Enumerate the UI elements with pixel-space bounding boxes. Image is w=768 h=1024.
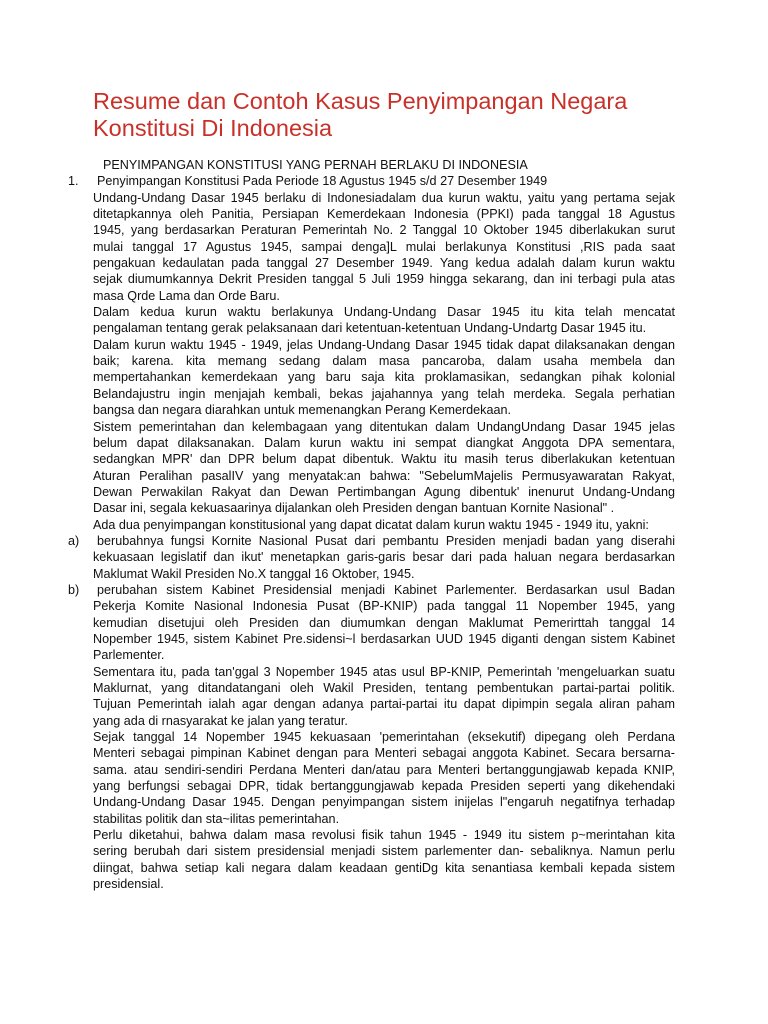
list-item-line: kemudian disetujui oleh Presiden dan diumumkan dengan Maklumat Pemerirttah tanggal 14 bbox=[93, 615, 675, 630]
paragraph-3 bbox=[0, 337, 768, 419]
paragraph-line: Aturan Peralihan pasalIV yang menyatak:an bahwa: "SebelumMajelis Permusyawaratan Rakyat, bbox=[93, 468, 675, 483]
paragraph-line: stabilitas politik dan sta~ilitas pemerintahan. bbox=[93, 811, 340, 826]
paragraph-line: Dewan Perwakilan Rakyat dan Dewan Pertimbangan Agung dibentuk' inenurut Undang-Undang bbox=[93, 484, 675, 499]
paragraph-line: sering berubah dari sistem presidensial menjadi sistem parlementer dan- sebaliknya. Namun perlu bbox=[93, 844, 675, 859]
paragraph-line: Undang-Undang Dasar 1945 berlaku di Indonesiadalam dua kurun waktu, yaitu yang pertama sejak bbox=[93, 190, 675, 205]
paragraph-line: mulai tanggal 17 Agustus 1945, sampai denga]L mulai berlakunya Konstitusi ,RIS pada saat bbox=[93, 239, 675, 254]
list-item-line: berubahnya fungsi Kornite Nasional Pusat dari pembantu Presiden menjadi badan yang diserahi bbox=[97, 533, 675, 548]
section-1-marker: 1. bbox=[68, 174, 79, 189]
paragraph-line: diingat, bahwa setiap kali negara dalam keadaan gentiDg kita senantiasa kembali kepada sistem bbox=[93, 860, 675, 875]
paragraph-line: Tujuan Pemerintah ialah agar dengan adanya partai-partai itu dapat dipimpin segala aliran paham bbox=[93, 697, 675, 712]
paragraph-line: baik; karena. kita memang sedang dalam masa pancaroba, dalam usaha membela dan bbox=[93, 354, 675, 369]
section-1-title: Penyimpangan Konstitusi Pada Periode 18 Agustus 1945 s/d 27 Desember 1949 bbox=[97, 174, 548, 189]
paragraph-8 bbox=[0, 827, 768, 892]
paragraph-line: ditetapkannya oleh Panitia, Persiapan Kemerdekaan Indonesia (PPKI) pada tanggal 18 Agustus bbox=[93, 207, 675, 222]
paragraph-line: masa Qrde Lama dan Orde Baru. bbox=[93, 288, 280, 303]
paragraph-line: pengakuan kedaulatan pada tanggal 27 Desember 1949. Yang kedua adalah dalam kurun waktu bbox=[93, 256, 675, 271]
list-item-line: Maklumat Wakil Presiden No.X tanggal 16 Oktober, 1945. bbox=[93, 566, 415, 581]
paragraph-line: Belandajustru ingin menjajah kembali, bekas jajahannya yang telah merdeka. Segala perhatian bbox=[93, 386, 675, 401]
paragraph-line: pengalaman tentang gerak pelaksanaan dari ketentuan-ketentuan Undang-Undartg Dasar 1945 itu. bbox=[93, 321, 647, 336]
list-item-line: kekuasaan legislatif dan ikut' menetapkan garis-garis besar dari pada haluan negara berdasarkan bbox=[93, 550, 675, 565]
paragraph-line: yang berfungsi sebagai DPR, tidak bertanggungjawab kepada Presiden seperti yang dikehendaki bbox=[93, 779, 675, 794]
list-item-b bbox=[0, 582, 768, 664]
paragraph-line: belum dapat dilaksanakan. Dalam kurun waktu ini sempat diangkat Anggota DPA sementara, bbox=[93, 435, 675, 450]
paragraph-line: Ada dua penyimpangan konstitusional yang dapat dicatat dalam kurun waktu 1945 - 1949 itu, yakni: bbox=[93, 517, 649, 532]
paragraph-line: Sejak tanggal 14 Nopember 1945 kekuasaan 'pemerintahan (eksekutif) dipegang oleh Perdana bbox=[93, 730, 675, 745]
paragraph-line: mempertahankan kemerdekaan yang baru saja kita proklamasikan, sedangkan pihak kolonial bbox=[93, 370, 675, 385]
section-heading-text: PENYIMPANGAN KONSTITUSI YANG PERNAH BERLAKU DI INDONESIA bbox=[103, 158, 528, 172]
section-heading bbox=[0, 157, 768, 173]
paragraph-6 bbox=[0, 664, 768, 729]
paragraph-4 bbox=[0, 419, 768, 517]
paragraph-line: Sistem pemerintahan dan kelembagaan yang ditentukan dalam UndangUndang Dasar 1945 jelas bbox=[93, 419, 675, 434]
paragraph-line: Dalam kurun waktu 1945 - 1949, jelas Undang-Undang Dasar 1945 tidak dapat dilaksanakan dengan bbox=[93, 337, 675, 352]
list-item-b-marker: b) bbox=[68, 582, 80, 597]
document-title bbox=[93, 88, 693, 142]
paragraph-line: presidensial. bbox=[93, 877, 164, 892]
paragraph-line: Sementara itu, pada tan'ggal 3 Nopember 1945 atas usul BP-KNIP, Pemerintah 'mengeluarkan suatu bbox=[93, 664, 675, 679]
paragraph-line: sedangkan MPR' dan DPR belum dapat dibentuk. Waktu itu masih terus diberlakukan ketentuan bbox=[93, 452, 675, 467]
paragraph-line: sejak diumumkannya Dekrit Presiden tanggal 5 Juli 1959 hingga sekarang, dan ini terbagi pula atas bbox=[93, 272, 675, 287]
paragraph-line: Maklurnat, yang ditandatangani oleh Wakil Presiden, tentang pembentukan partai-partai politik. bbox=[93, 681, 675, 695]
title-line-1: Resume dan Contoh Kasus Penyimpangan Negara bbox=[93, 88, 628, 114]
paragraph-7 bbox=[0, 729, 768, 827]
paragraph-line: sama. atau sendiri-sendiri Perdana Menteri dan/atau para Menteri bertanggungjawab kepada KNIP, bbox=[93, 762, 675, 777]
list-item-a-marker: a) bbox=[68, 533, 80, 548]
list-item-line: Nopember 1945, sistem Kabinet Pre.sidensi~l berdasarkan UUD 1945 diganti dengan sistem Kabinet bbox=[93, 631, 675, 646]
paragraph-line: Menteri sebagai pimpinan Kabinet dengan para Menteri sebagai anggota Kabinet. Secara bersarna- bbox=[93, 746, 675, 761]
paragraph-line: Undang-Undang Dasar 1945. Dengan penyimpangan sistem inijelas l"engaruh negatifnya terhadap bbox=[93, 795, 675, 810]
paragraph-line: bangsa dan negara diarahkan untuk memenangkan Perang Kemerdekaan. bbox=[93, 403, 511, 418]
paragraph-5 bbox=[0, 517, 768, 533]
list-item-line: perubahan sistem Kabinet Presidensial menjadi Kabinet Parlementer. Berdasarkan usul Badan bbox=[97, 582, 675, 597]
paragraph-1 bbox=[0, 190, 768, 304]
paragraph-line: Perlu diketahui, bahwa dalam masa revolusi fisik tahun 1945 - 1949 itu sistem p~merintahan kita bbox=[93, 828, 675, 843]
list-item-line: Pekerja Komite Nasional Indonesia Pusat (BP-KNIP) pada tanggal 11 Nopember 1945, yang bbox=[93, 599, 675, 614]
paragraph-line: 1945, yang berdasarkan Peraturan Pemerintah No. 2 Tanggal 10 Oktober 1945 diberlakukan surut bbox=[93, 223, 675, 238]
list-item-a bbox=[0, 533, 768, 582]
section-1 bbox=[0, 173, 768, 189]
list-item-line: Parlementer. bbox=[93, 648, 165, 663]
document-body bbox=[0, 157, 768, 892]
title-line-2: Konstitusi Di Indonesia bbox=[93, 115, 333, 141]
paragraph-2 bbox=[0, 304, 768, 337]
paragraph-line: yang ada di rnasyarakat ke jalan yang teratur. bbox=[93, 713, 348, 728]
paragraph-line: Dasar ini, segala kekuasaarinya dijalankan oleh Presiden dengan bantuan Kornite Nasional" . bbox=[93, 501, 615, 516]
paragraph-line: Dalam kedua kurun waktu berlakunya Undang-Undang Dasar 1945 itu kita telah mencatat bbox=[93, 305, 675, 320]
